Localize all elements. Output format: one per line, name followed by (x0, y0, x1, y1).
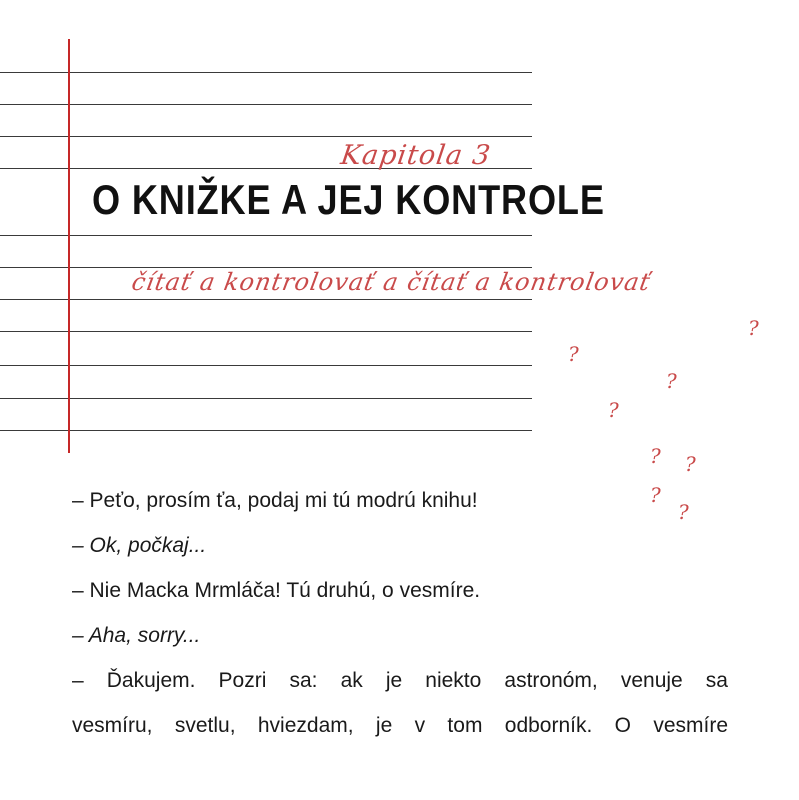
margin-line (68, 39, 70, 453)
dialogue-line: – Peťo, prosím ťa, podaj mi tú modrú knihu! (72, 489, 478, 512)
dialogue-text (72, 478, 728, 748)
question-mark: ? (650, 483, 661, 507)
rule-line (0, 299, 532, 300)
rule-line (0, 72, 532, 73)
dialogue-line: – Nie Macka Mrmláča! Tú druhú, o vesmíre. (72, 579, 481, 602)
question-mark: ? (650, 444, 661, 468)
dialogue-line: – Aha, sorry... (72, 624, 201, 647)
rule-line (0, 365, 532, 366)
rule-line (0, 331, 532, 332)
rule-line (0, 104, 532, 105)
question-mark: ? (748, 316, 759, 340)
dialogue-line: – Ďakujem. Pozri sa: ak je niekto astronóm, venuje sa (72, 669, 728, 692)
rule-line (0, 235, 532, 236)
question-mark: ? (608, 398, 619, 422)
rule-line (0, 398, 532, 399)
question-mark: ? (666, 369, 677, 393)
question-mark: ? (678, 500, 689, 524)
rule-line (0, 136, 532, 137)
chapter-label: Kapitola 3 (338, 140, 493, 171)
chapter-title: O KNIŽKE A JEJ KONTROLE (92, 176, 605, 223)
dialogue-line: – Ok, počkaj... (72, 534, 207, 557)
chapter-tagline: čítať a kontrolovať a čítať a kontrolovať (129, 268, 653, 296)
dialogue-line: vesmíru, svetlu, hviezdam, je v tom odborník. O vesmíre (72, 714, 728, 737)
question-mark: ? (685, 452, 696, 476)
rule-line (0, 430, 532, 431)
question-mark: ? (568, 342, 579, 366)
